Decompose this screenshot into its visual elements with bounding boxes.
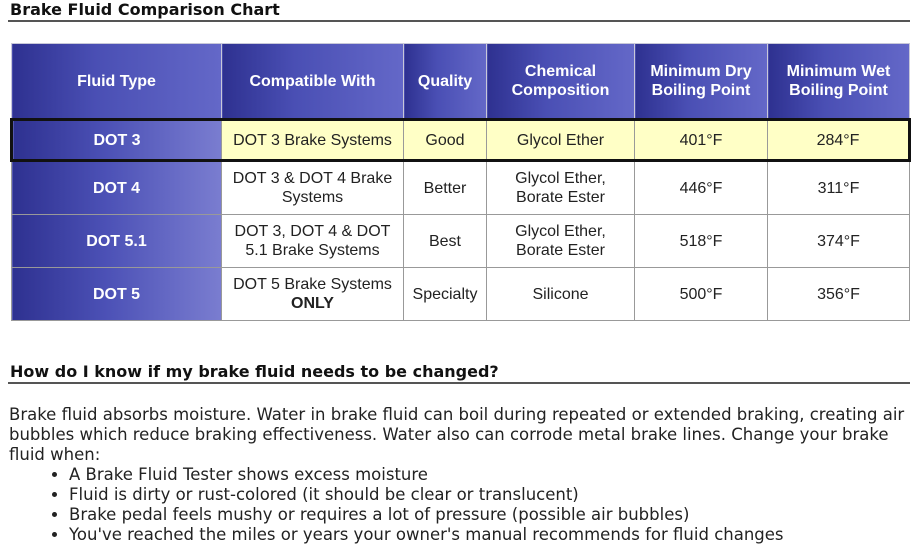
fluid-type-cell: DOT 3 — [12, 120, 222, 161]
header-fluid-type: Fluid Type — [12, 44, 222, 120]
compatible-text: DOT 3 & DOT 4 Brake Systems — [232, 170, 393, 206]
fluid-type-cell: DOT 5 — [12, 268, 222, 321]
dry-boiling-cell: 446°F — [635, 161, 768, 215]
table-row-dot5 — [12, 268, 910, 321]
quality-cell: Better — [404, 161, 487, 215]
wet-boiling-cell: 284°F — [768, 120, 910, 161]
table-header-row — [12, 44, 910, 120]
brake-fluid-table — [10, 43, 911, 321]
header-min-dry-boiling-point: Minimum Dry Boiling Point — [635, 44, 768, 120]
list-item: • A Brake Fluid Tester shows excess moisture — [69, 465, 914, 485]
dry-boiling-cell: 500°F — [635, 268, 768, 321]
faq-divider — [8, 382, 910, 384]
header-compatible-with: Compatible With — [222, 44, 404, 120]
compatible-cell — [222, 120, 404, 161]
dry-boiling-cell: 401°F — [635, 120, 768, 161]
table-row-dot5-1 — [12, 215, 910, 268]
section-divider — [8, 20, 910, 22]
header-quality: Quality — [404, 44, 487, 120]
list-item: • Fluid is dirty or rust-colored (it should be clear or translucent) — [69, 485, 914, 505]
compatible-cell — [222, 268, 404, 321]
compatible-text: DOT 3 Brake Systems — [233, 131, 392, 149]
compatible-text: DOT 5 Brake Systems — [233, 276, 392, 293]
quality-cell: Good — [404, 120, 487, 161]
compatible-cell — [222, 215, 404, 268]
compatible-text: DOT 3, DOT 4 & DOT 5.1 Brake Systems — [234, 223, 391, 259]
chemical-cell: Glycol Ether, Borate Ester — [487, 161, 635, 215]
fluid-type-cell: DOT 5.1 — [12, 215, 222, 268]
wet-boiling-cell: 311°F — [768, 161, 910, 215]
quality-cell: Specialty — [404, 268, 487, 321]
wet-boiling-cell: 356°F — [768, 268, 910, 321]
faq-paragraph: Brake fluid absorbs moisture. Water in brake fluid can boil during repeated or extended braking, creating air bubbles which reduce braking effectiveness. Water also can corrode metal brake lines. Change your brake fluid when: — [9, 405, 905, 464]
table-row-dot4 — [12, 161, 910, 215]
dry-boiling-cell: 518°F — [635, 215, 768, 268]
header-min-wet-boiling-point: Minimum Wet Boiling Point — [768, 44, 910, 120]
header-chemical-composition: Chemical Composition — [487, 44, 635, 120]
list-item: • You've reached the miles or years your owner's manual recommends for fluid changes — [69, 525, 914, 545]
faq-section-title: How do I know if my brake fluid needs to be changed? — [10, 362, 499, 381]
chemical-cell: Glycol Ether — [487, 120, 635, 161]
fluid-type-cell: DOT 4 — [12, 161, 222, 215]
quality-cell: Best — [404, 215, 487, 268]
chemical-cell: Glycol Ether, Borate Ester — [487, 215, 635, 268]
wet-boiling-cell: 374°F — [768, 215, 910, 268]
compatible-cell — [222, 161, 404, 215]
chemical-cell: Silicone — [487, 268, 635, 321]
list-item: • Brake pedal feels mushy or requires a lot of pressure (possible air bubbles) — [69, 505, 914, 525]
compatible-emphasis: ONLY — [291, 295, 334, 312]
faq-bullet-list — [9, 465, 914, 545]
chart-section-title: Brake Fluid Comparison Chart — [10, 0, 280, 19]
table-row-dot3 — [12, 120, 910, 161]
faq-body — [9, 405, 914, 545]
